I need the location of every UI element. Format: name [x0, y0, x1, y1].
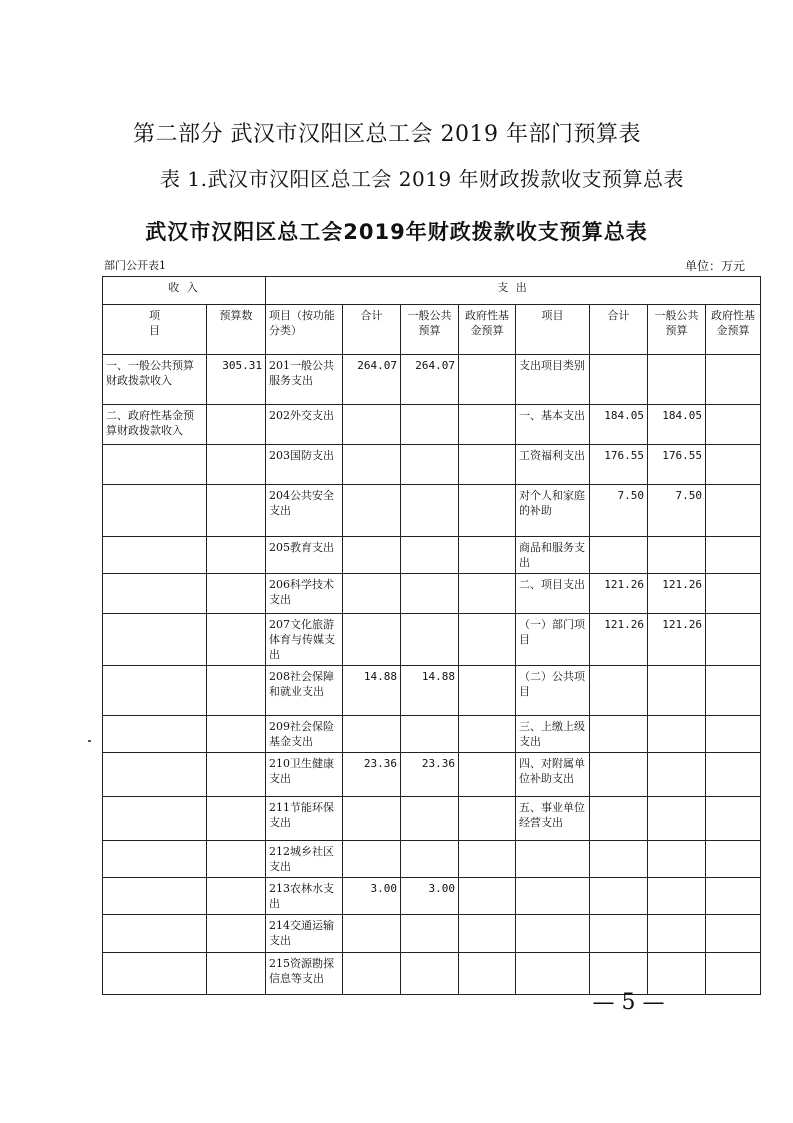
- cell-func-general: 264.07: [401, 355, 459, 405]
- cell-inc-item: [103, 614, 207, 666]
- cell-func-item: 201一般公共服务支出: [266, 355, 343, 405]
- cell-inc-budget: 305.31: [207, 355, 266, 405]
- cell-inc-budget: [207, 915, 266, 953]
- table-row: [103, 915, 761, 953]
- cell-econ-general: 121.26: [648, 574, 706, 614]
- col-econ-total: 合计: [590, 305, 648, 355]
- cell-econ-total: [590, 666, 648, 716]
- cell-inc-budget: [207, 574, 266, 614]
- cell-func-fund: [459, 405, 516, 445]
- cell-func-total: 14.88: [343, 666, 401, 716]
- cell-func-fund: [459, 574, 516, 614]
- cell-inc-budget: [207, 953, 266, 995]
- cell-econ-fund: [706, 574, 761, 614]
- cell-inc-budget: [207, 841, 266, 878]
- cell-econ-general: [648, 537, 706, 574]
- cell-econ-fund: [706, 953, 761, 995]
- unit-label: 单位：万元: [684, 259, 745, 273]
- table-row: [103, 485, 761, 537]
- cell-inc-budget: [207, 797, 266, 841]
- cell-func-item: 210卫生健康支出: [266, 753, 343, 797]
- table-row: [103, 841, 761, 878]
- col-func-item: 项目（按功能分类）: [266, 305, 343, 355]
- cell-econ-total: 121.26: [590, 574, 648, 614]
- cell-inc-budget: [207, 537, 266, 574]
- table-row: [103, 716, 761, 753]
- table-row: [103, 405, 761, 445]
- cell-inc-budget: [207, 878, 266, 915]
- cell-econ-general: 121.26: [648, 614, 706, 666]
- cell-func-item: 212城乡社区支出: [266, 841, 343, 878]
- cell-econ-item: （二）公共项目: [516, 666, 590, 716]
- table-row: [103, 574, 761, 614]
- cell-econ-general: [648, 355, 706, 405]
- cell-inc-item: 二、政府性基金预算财政拨款收入: [103, 405, 207, 445]
- cell-func-general: [401, 915, 459, 953]
- cell-econ-item: 商品和服务支出: [516, 537, 590, 574]
- cell-econ-total: [590, 841, 648, 878]
- cell-func-fund: [459, 753, 516, 797]
- cell-func-total: [343, 614, 401, 666]
- cell-func-item: 203国防支出: [266, 445, 343, 485]
- cell-func-item: 211节能环保支出: [266, 797, 343, 841]
- cell-func-general: [401, 614, 459, 666]
- cell-inc-budget: [207, 485, 266, 537]
- cell-econ-fund: [706, 537, 761, 574]
- part-title: 第二部分 武汉市汉阳区总工会 2019 年部门预算表: [133, 122, 641, 147]
- cell-inc-budget: [207, 753, 266, 797]
- cell-func-general: [401, 716, 459, 753]
- cell-func-general: [401, 537, 459, 574]
- cell-func-fund: [459, 666, 516, 716]
- cell-econ-general: [648, 716, 706, 753]
- cell-func-item: 207文化旅游体育与传媒支出: [266, 614, 343, 666]
- col-econ-fund: 政府性基金预算: [706, 305, 761, 355]
- cell-econ-total: [590, 797, 648, 841]
- cell-inc-item: [103, 841, 207, 878]
- col-econ-general: 一般公共预算: [648, 305, 706, 355]
- cell-inc-item: [103, 716, 207, 753]
- col-func-total: 合计: [343, 305, 401, 355]
- cell-func-fund: [459, 716, 516, 753]
- cell-func-total: 23.36: [343, 753, 401, 797]
- cell-func-total: [343, 716, 401, 753]
- cell-econ-general: 7.50: [648, 485, 706, 537]
- column-header-row: [103, 305, 761, 355]
- cell-inc-budget: [207, 614, 266, 666]
- cell-func-item: 215资源勘探信息等支出: [266, 953, 343, 995]
- cell-econ-fund: [706, 841, 761, 878]
- cell-func-general: [401, 405, 459, 445]
- cell-inc-item: [103, 953, 207, 995]
- scan-mark: [88, 740, 91, 742]
- cell-econ-item: 支出项目类别: [516, 355, 590, 405]
- cell-econ-total: [590, 716, 648, 753]
- cell-func-total: [343, 405, 401, 445]
- cell-inc-item: [103, 915, 207, 953]
- cell-inc-item: [103, 878, 207, 915]
- cell-econ-total: [590, 915, 648, 953]
- cell-econ-item: 对个人和家庭的补助: [516, 485, 590, 537]
- cell-econ-item: 一、基本支出: [516, 405, 590, 445]
- cell-func-total: [343, 953, 401, 995]
- cell-func-fund: [459, 355, 516, 405]
- cell-func-item: 208社会保障和就业支出: [266, 666, 343, 716]
- cell-func-fund: [459, 614, 516, 666]
- cell-econ-fund: [706, 797, 761, 841]
- cell-econ-general: 184.05: [648, 405, 706, 445]
- table-row: [103, 537, 761, 574]
- cell-func-general: [401, 797, 459, 841]
- cell-econ-fund: [706, 614, 761, 666]
- cell-econ-item: 四、对附属单位补助支出: [516, 753, 590, 797]
- cell-func-fund: [459, 485, 516, 537]
- cell-func-total: [343, 485, 401, 537]
- cell-econ-item: [516, 841, 590, 878]
- cell-func-fund: [459, 841, 516, 878]
- table-row: [103, 753, 761, 797]
- cell-inc-budget: [207, 716, 266, 753]
- cell-econ-general: [648, 878, 706, 915]
- cell-func-general: [401, 953, 459, 995]
- cell-econ-total: 184.05: [590, 405, 648, 445]
- cell-func-total: [343, 841, 401, 878]
- cell-econ-fund: [706, 915, 761, 953]
- cell-func-fund: [459, 953, 516, 995]
- cell-econ-fund: [706, 485, 761, 537]
- cell-econ-general: 176.55: [648, 445, 706, 485]
- cell-econ-fund: [706, 445, 761, 485]
- cell-inc-item: [103, 666, 207, 716]
- cell-econ-general: [648, 753, 706, 797]
- col-econ-item: 项目: [516, 305, 590, 355]
- cell-func-item: 202外交支出: [266, 405, 343, 445]
- cell-econ-fund: [706, 716, 761, 753]
- cell-econ-total: [590, 953, 648, 995]
- budget-table: [102, 276, 761, 995]
- cell-inc-item: [103, 537, 207, 574]
- cell-func-total: 3.00: [343, 878, 401, 915]
- cell-func-total: [343, 915, 401, 953]
- cell-func-item: 209社会保险基金支出: [266, 716, 343, 753]
- cell-econ-general: [648, 797, 706, 841]
- cell-econ-fund: [706, 666, 761, 716]
- cell-econ-total: [590, 753, 648, 797]
- cell-func-total: 264.07: [343, 355, 401, 405]
- cell-func-item: 213农林水支出: [266, 878, 343, 915]
- table-row: [103, 355, 761, 405]
- col-func-fund: 政府性基金预算: [459, 305, 516, 355]
- cell-inc-budget: [207, 445, 266, 485]
- cell-econ-fund: [706, 405, 761, 445]
- table-row: [103, 614, 761, 666]
- cell-econ-item: [516, 915, 590, 953]
- cell-econ-total: [590, 355, 648, 405]
- col-income-item: 项 目: [103, 305, 207, 355]
- cell-func-fund: [459, 878, 516, 915]
- cell-econ-item: 二、项目支出: [516, 574, 590, 614]
- cell-func-fund: [459, 445, 516, 485]
- cell-econ-total: 176.55: [590, 445, 648, 485]
- table-row: [103, 953, 761, 995]
- table-row: [103, 445, 761, 485]
- page-number: — 5 —: [592, 990, 665, 1015]
- cell-func-general: 3.00: [401, 878, 459, 915]
- cell-func-general: 23.36: [401, 753, 459, 797]
- cell-inc-item: [103, 753, 207, 797]
- cell-func-item: 204公共安全支出: [266, 485, 343, 537]
- expense-section-header: 支 出: [266, 277, 761, 305]
- form-number: 部门公开表1: [104, 259, 166, 272]
- cell-func-fund: [459, 915, 516, 953]
- cell-econ-total: 121.26: [590, 614, 648, 666]
- cell-func-general: 14.88: [401, 666, 459, 716]
- cell-func-item: 205教育支出: [266, 537, 343, 574]
- cell-econ-fund: [706, 878, 761, 915]
- cell-econ-total: [590, 537, 648, 574]
- cell-func-general: [401, 574, 459, 614]
- cell-func-general: [401, 445, 459, 485]
- cell-func-item: 206科学技术支出: [266, 574, 343, 614]
- cell-func-fund: [459, 797, 516, 841]
- cell-econ-item: [516, 878, 590, 915]
- cell-econ-fund: [706, 753, 761, 797]
- table-row: [103, 797, 761, 841]
- col-func-general: 一般公共预算: [401, 305, 459, 355]
- income-section-header: 收 入: [103, 277, 266, 305]
- cell-func-item: 214交通运输支出: [266, 915, 343, 953]
- cell-inc-budget: [207, 666, 266, 716]
- cell-econ-total: [590, 878, 648, 915]
- cell-econ-general: [648, 915, 706, 953]
- table-row: [103, 666, 761, 716]
- cell-func-general: [401, 841, 459, 878]
- table-row: [103, 878, 761, 915]
- cell-inc-item: 一、一般公共预算财政拨款收入: [103, 355, 207, 405]
- cell-econ-general: [648, 841, 706, 878]
- cell-econ-item: 三、上缴上级支出: [516, 716, 590, 753]
- cell-econ-general: [648, 953, 706, 995]
- cell-econ-item: （一）部门项目: [516, 614, 590, 666]
- cell-inc-budget: [207, 405, 266, 445]
- cell-econ-item: 五、事业单位经营支出: [516, 797, 590, 841]
- cell-func-total: [343, 537, 401, 574]
- cell-inc-item: [103, 797, 207, 841]
- cell-func-fund: [459, 537, 516, 574]
- cell-econ-item: [516, 953, 590, 995]
- cell-func-total: [343, 445, 401, 485]
- cell-econ-total: 7.50: [590, 485, 648, 537]
- cell-func-total: [343, 797, 401, 841]
- col-income-budget: 预算数: [207, 305, 266, 355]
- cell-inc-item: [103, 485, 207, 537]
- table-heading: 表 1.武汉市汉阳区总工会 2019 年财政拨款收支预算总表: [160, 167, 685, 191]
- cell-econ-general: [648, 666, 706, 716]
- table-caption: 武汉市汉阳区总工会2019年财政拨款收支预算总表: [145, 220, 648, 244]
- cell-func-general: [401, 485, 459, 537]
- cell-econ-item: 工资福利支出: [516, 445, 590, 485]
- cell-inc-item: [103, 574, 207, 614]
- section-header-row: [103, 277, 761, 305]
- cell-econ-fund: [706, 355, 761, 405]
- cell-inc-item: [103, 445, 207, 485]
- cell-func-total: [343, 574, 401, 614]
